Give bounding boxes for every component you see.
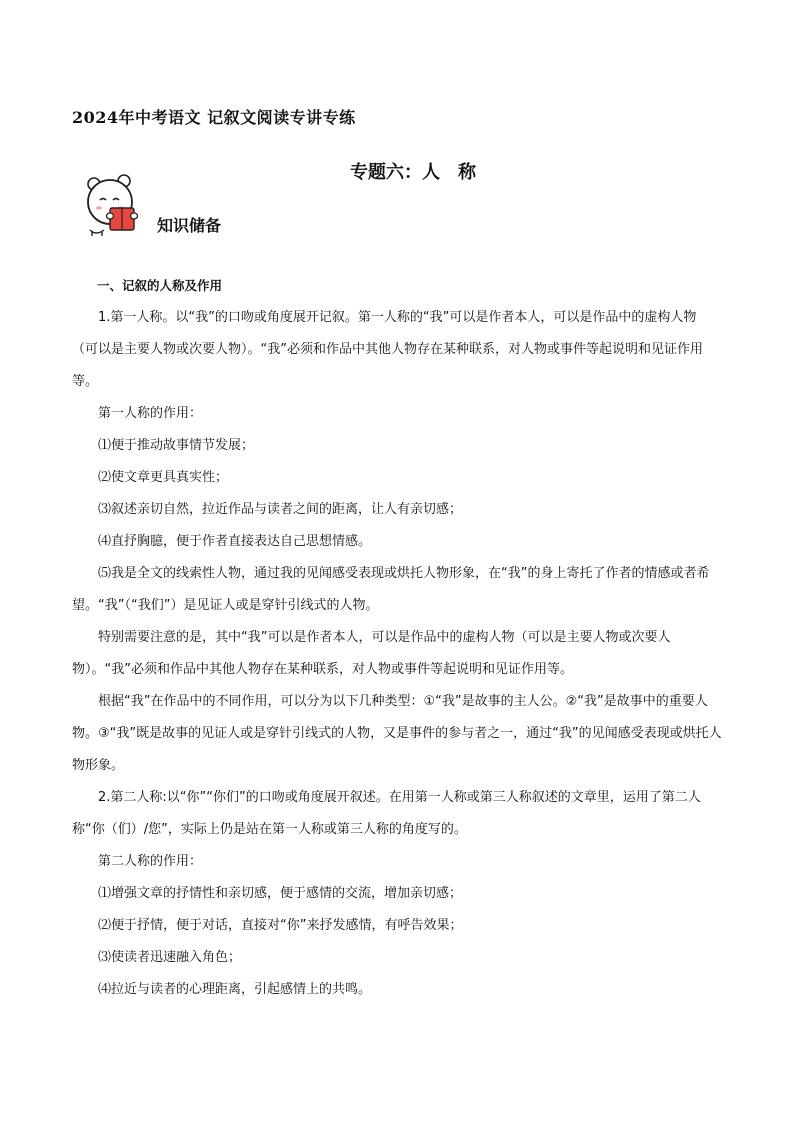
paragraph: 第二人称的作用： bbox=[98, 854, 203, 869]
paragraph: 1.第一人称。以“我”的口吻或角度展开记叙。第一人称的“我”可以是作者本人，可以是作品中的虚构人物（可以是主要人物或次要人物）。“我”必须和作品中其他人物存在某种联系，对人物或事件等起说明和见证作用等。 bbox=[72, 310, 703, 389]
paragraph: ⑷直抒胸臆，便于作者直接表达自己思想情感。 bbox=[98, 534, 372, 549]
section-label: 知识储备 bbox=[157, 216, 222, 235]
reading-bear-icon bbox=[80, 172, 146, 238]
body-content bbox=[72, 270, 722, 1006]
paragraph: ⑸我是全文的线索性人物，通过我的见闻感受表现或烘托人物形象，在“我”的身上寄托了作者的情感或者希望。“我”（“我们”）是见证人或是穿针引线式的人物。 bbox=[72, 566, 710, 613]
document-header-title: 2024年中考语文 记叙文阅读专讲专练 bbox=[72, 108, 356, 127]
topic-title: 专题六：人 称 bbox=[350, 162, 476, 183]
paragraph: ⑵使文章更具真实性； bbox=[98, 470, 229, 485]
paragraph: 2.第二人称:以“你”“你们”的口吻或角度展开叙述。在用第一人称或第三人称叙述的文章里，运用了第二人称“你（们）/您”，实际上仍是站在第一人称或第三人称的角度写的。 bbox=[72, 790, 701, 837]
paragraph: 根据“我”在作品中的不同作用，可以分为以下几种类型：①“我”是故事的主人公。②“我”是故事中的重要人物。③“我”既是故事的见证人或是穿针引线式的人物，又是事件的参与者之一，通过“我”的见闻感受表现或烘托人物形象。 bbox=[72, 694, 722, 773]
paragraph: ⑴便于推动故事情节发展； bbox=[98, 438, 255, 453]
paragraph: ⑴增强文章的抒情性和亲切感，便于感情的交流，增加亲切感； bbox=[98, 886, 463, 901]
paragraph: ⑷拉近与读者的心理距离，引起感情上的共鸣。 bbox=[98, 982, 372, 997]
paragraph: ⑶叙述亲切自然，拉近作品与读者之间的距离，让人有亲切感； bbox=[98, 502, 463, 517]
paragraph: 特别需要注意的是，其中“我”可以是作者本人，可以是作品中的虚构人物（可以是主要人物或次要人物）。“我”必须和作品中其他人物存在某种联系，对人物或事件等起说明和见证作用等。 bbox=[72, 630, 671, 677]
subsection-heading: 一、记叙的人称及作用 bbox=[97, 278, 223, 293]
paragraph: ⑵便于抒情，便于对话，直接对“你”来抒发感情，有呼告效果； bbox=[98, 918, 463, 933]
paragraph: 第一人称的作用： bbox=[98, 406, 203, 421]
paragraph: ⑶使读者迅速融入角色； bbox=[98, 950, 242, 965]
